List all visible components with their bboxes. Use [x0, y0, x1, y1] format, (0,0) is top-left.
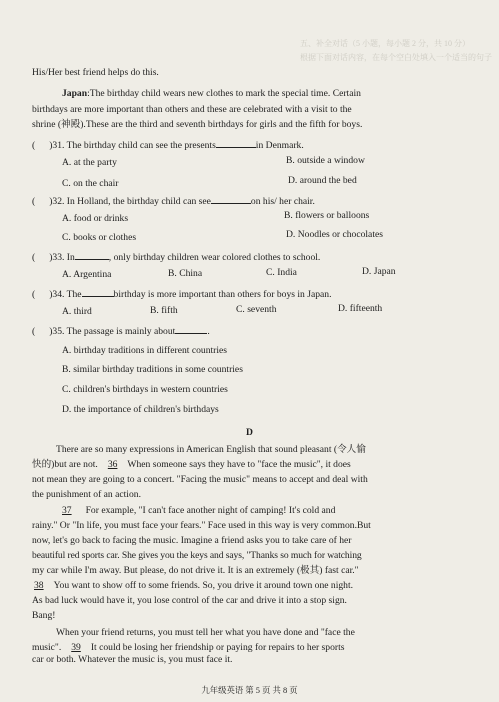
question-stem: )33. In	[49, 252, 75, 263]
passage-line: shrine (神殿).These are the third and seventh birthdays for girls and the fifth for boys.	[32, 119, 363, 130]
answer-paren[interactable]: (	[32, 196, 36, 207]
passage-text: For example, "I can't face another night of camping! It's cold and	[85, 505, 336, 516]
japan-label: Japan	[62, 88, 88, 99]
option-c: C. India	[266, 267, 297, 278]
option-b: B. outside a window	[286, 155, 365, 166]
question-35	[32, 324, 210, 338]
question-32	[32, 194, 315, 208]
passage-line: There are so many expressions in American English that sound pleasant (令人愉	[56, 444, 366, 455]
option-c: C. seventh	[236, 304, 277, 315]
page-footer: 九年级英语 第 5 页 共 8 页	[201, 686, 298, 695]
question-stem: )32. In Holland, the birthday child can see	[49, 196, 211, 207]
option-d: D. fifteenth	[338, 303, 383, 314]
question-stem-tail: birthday is more important than others for boys in Japan.	[113, 289, 332, 300]
passage-line: When your friend returns, you must tell her what you have done and "face the	[56, 627, 355, 638]
blank-36[interactable]: 36	[107, 459, 118, 470]
question-31	[32, 138, 304, 152]
question-stem: )31. The birthday child can see the presents	[49, 140, 216, 151]
option-a: A. birthday traditions in different countries	[62, 345, 228, 356]
answer-blank[interactable]	[216, 138, 256, 148]
passage-text: It could be losing her friendship or paying for repairs to her sports	[90, 642, 345, 653]
answer-paren[interactable]: (	[32, 140, 36, 151]
passage-line: rainy." Or "In life, you must face your fears." Face used in this way is very common.But	[32, 520, 371, 531]
passage-line: car or both. Whatever the music is, you must face it.	[32, 654, 233, 665]
passage-line: not mean they are going to a concert. "Facing the music" means to accept and deal with	[32, 474, 368, 485]
question-stem: )35. The passage is mainly about	[49, 326, 176, 337]
blank-38[interactable]: 38	[34, 580, 44, 591]
passage-line: now, let's go back to facing the music. Imagine a friend asks you to take care of her	[32, 535, 352, 546]
blank-39[interactable]: 39	[71, 642, 81, 653]
answer-paren[interactable]: (	[32, 252, 36, 263]
question-stem-tail: .	[207, 326, 210, 337]
passage-line	[32, 459, 351, 471]
blank-37[interactable]: 37	[62, 505, 72, 516]
option-d: D. around the bed	[288, 175, 357, 186]
answer-blank[interactable]	[175, 324, 207, 334]
passage-line	[62, 88, 361, 100]
passage-line: beautiful red sports car. She gives you the keys and says, "Thanks so much for watching	[32, 550, 362, 561]
question-stem-tail: in Denmark.	[255, 140, 304, 151]
option-d: D. Noodles or chocolates	[286, 229, 383, 240]
option-b: B. similar birthday traditions in some countries	[62, 364, 243, 375]
answer-paren[interactable]: (	[32, 289, 36, 300]
answer-blank[interactable]	[82, 287, 114, 297]
question-stem: )34. The	[49, 289, 82, 300]
passage-text: music".	[32, 642, 62, 653]
option-b: B. fifth	[150, 305, 178, 316]
option-d: D. Japan	[362, 266, 396, 277]
passage-text: You want to show off to some friends. So, you drive it around town one night.	[53, 580, 354, 591]
option-a: A. third	[62, 306, 92, 317]
passage-line	[32, 580, 353, 592]
passage-line: His/Her best friend helps do this.	[32, 67, 159, 78]
question-stem-tail: , only birthday children wear colored clothes to school.	[108, 252, 321, 263]
question-33	[32, 250, 320, 264]
passage-heading: D	[246, 427, 253, 438]
passage-line: As bad luck would have it, you lose control of the car and drive it into a stop sign.	[32, 595, 347, 606]
passage-text: When someone says they have to "face the music", it does	[127, 459, 351, 470]
passage-text: :The birthday child wears new clothes to mark the special time. Certain	[87, 88, 361, 99]
question-34	[32, 287, 331, 301]
passage-line: Bang!	[32, 610, 56, 621]
option-a: A. at the party	[62, 157, 117, 168]
option-c: C. on the chair	[62, 178, 119, 189]
bleed-through-text: 根据下面对话内容，在每个空白处填入一个适当的句子	[300, 53, 492, 62]
option-c: C. books or clothes	[62, 232, 137, 243]
option-a: A. food or drinks	[62, 213, 129, 224]
passage-text: 快的)but are not.	[32, 459, 98, 470]
answer-paren[interactable]: (	[32, 326, 36, 337]
passage-line: my car while I'm away. But please, do not drive it. It is an extremely (极其) fast car."	[32, 565, 359, 576]
bleed-through-text: 五、补全对话（5 小题，每小题 2 分，共 10 分）	[300, 39, 470, 48]
passage-line	[32, 642, 344, 654]
option-c: C. children's birthdays in western countries	[62, 384, 228, 395]
answer-blank[interactable]	[75, 250, 109, 260]
passage-line: birthdays are more important than others and these are celebrated with a visit to the	[32, 104, 352, 115]
answer-blank[interactable]	[211, 194, 251, 204]
option-a: A. Argentina	[62, 269, 112, 280]
option-b: B. flowers or balloons	[284, 210, 370, 221]
passage-line	[56, 505, 335, 517]
option-d: D. the importance of children's birthdays	[62, 404, 219, 415]
option-b: B. China	[168, 268, 203, 279]
question-stem-tail: on his/ her chair.	[250, 196, 315, 207]
passage-line: the punishment of an action.	[32, 489, 141, 500]
